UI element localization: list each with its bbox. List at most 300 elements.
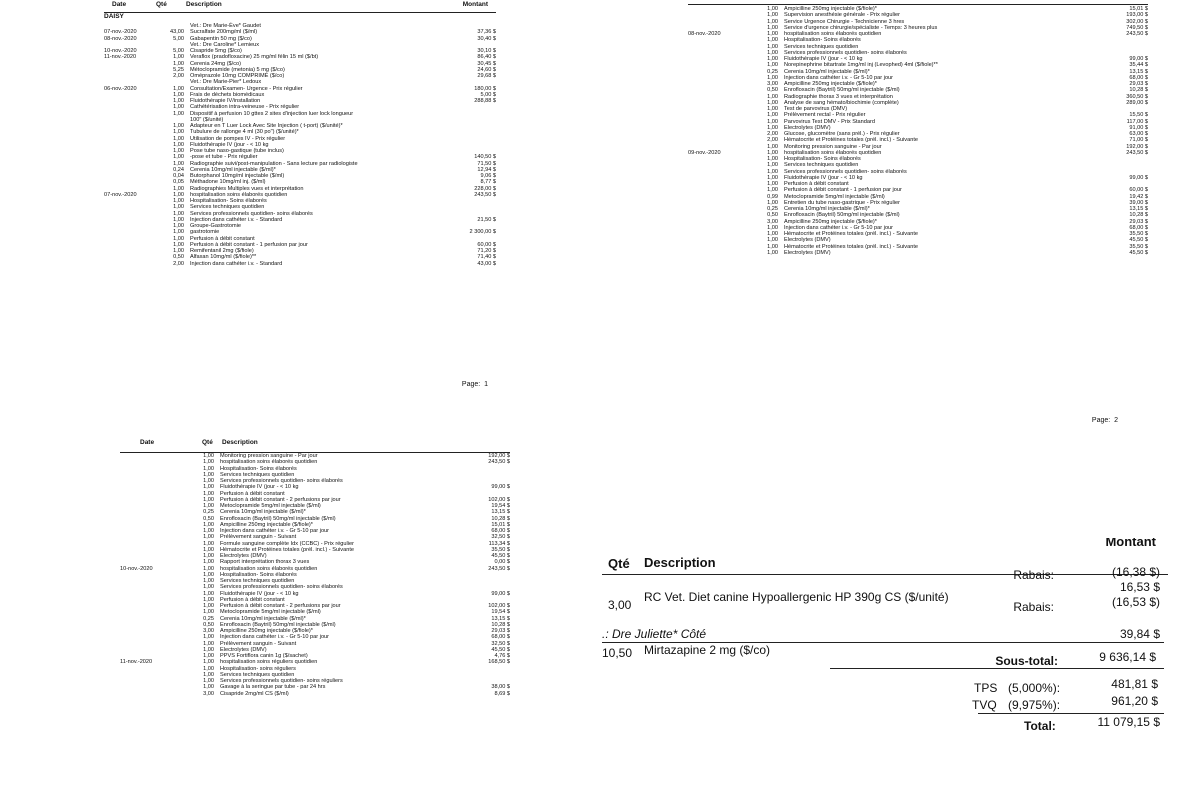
row-description: Services techniques quotidien: [784, 43, 859, 50]
row-qty: 1,00: [203, 665, 214, 672]
row-amount: 302,00 $: [1126, 18, 1148, 25]
row-qty: 1,00: [767, 174, 778, 181]
row-qty: 1,00: [767, 224, 778, 231]
row-qty: 5,00: [173, 35, 184, 42]
row-description: Hospitalisation- Soins élaborés: [784, 156, 861, 162]
invoice-page-2: [688, 0, 1148, 424]
row-description: Hospitalisation- Soins élaborés: [220, 465, 297, 472]
row-description: Services techniques quotidien: [190, 204, 265, 211]
row-description: hospitalisation soins élaborés quotidien: [220, 459, 318, 466]
row-qty: 1,00: [767, 112, 778, 119]
row-amount: 192,00 $: [488, 453, 510, 459]
item-qty: 3,00: [608, 598, 632, 612]
tvq-rate: (9,975%):: [1008, 698, 1061, 712]
row-qty: 1,00: [767, 143, 778, 150]
row-description: Méthadone 10mg/ml inj. ($/ml): [190, 179, 266, 186]
header-amount: Montant: [462, 1, 488, 8]
row-qty: 1,00: [767, 199, 778, 206]
row-qty: 1,00: [767, 249, 778, 256]
row-description: Electrolytes (DMV): [220, 646, 267, 653]
row-qty: 0,25: [767, 206, 778, 212]
row-qty: 1,00: [173, 160, 184, 167]
invoice-page-3: [120, 430, 510, 800]
row-amount: 15,01 $: [1129, 6, 1148, 12]
row-description: Glucose, glucomètre (sans prél.) - Prix régulier: [784, 131, 900, 137]
row-qty: 1,00: [203, 634, 214, 641]
row-qty: 1,00: [203, 646, 214, 653]
row-description: Hématocrite et Protéines totales (prél. incl.) - Suivante: [220, 546, 354, 553]
row-qty: 1,00: [203, 546, 214, 553]
row-description: hospitalisation soins élaborés quotidien: [784, 31, 882, 37]
row-qty: 1,00: [203, 603, 214, 609]
row-amount: 35,50 $: [1129, 243, 1148, 250]
row-description: Cerenia 10mg/ml injectable ($/ml)*: [220, 615, 306, 622]
row-amount: 86,40 $: [477, 54, 496, 61]
row-amount: 30,10 $: [477, 48, 496, 54]
page-number: Page: 1: [461, 380, 488, 388]
row-amount: 35,50 $: [491, 546, 510, 553]
row-amount: 10,28 $: [1129, 212, 1148, 219]
table-row: [120, 691, 510, 697]
page-number: Page: 2: [1091, 416, 1118, 424]
row-description: Groupe-Gastrotomie: [190, 223, 241, 229]
row-amount: 8,77 $: [480, 179, 496, 186]
row-qty: 1,00: [173, 85, 184, 92]
row-amount: 71,00 $: [1129, 137, 1148, 144]
row-description: Perfusion à débit constant: [190, 235, 255, 242]
row-description: Vet.: Dre Caroline* Lemieux: [190, 41, 260, 48]
row-description: Services professionnels quotidien- soins élaborés: [220, 478, 343, 484]
row-amount: 19,54 $: [491, 609, 510, 616]
row-description: Hématocrite et Protéines totales (prél. incl.) - Suivante: [784, 137, 918, 144]
row-amount: 30,45 $: [477, 60, 496, 67]
row-description: Services professionnels quotidien- soins élaborés: [784, 49, 907, 56]
row-amount: 35,50 $: [1129, 231, 1148, 237]
row-description: Services techniques quotidien: [784, 162, 859, 169]
tvq-amount: 961,20 $: [1111, 694, 1158, 708]
invoice-totals: [598, 538, 1168, 738]
row-qty: 1,00: [203, 678, 214, 684]
row-description: Adapteur en T Luer Lock Avec Site Injection ( t-port) ($/unité)*: [190, 123, 343, 129]
row-qty: 1,00: [203, 471, 214, 478]
row-amount: 32,50 $: [491, 534, 510, 541]
row-description: Ampicilline 250mg injectable ($/fiole)*: [220, 521, 313, 528]
row-description: Fluidothérapie IV (jour - < 10 kg: [220, 590, 299, 597]
row-description: hospitalisation soins élaborés quotidien: [784, 149, 882, 156]
tps-amount: 481,81 $: [1111, 677, 1158, 691]
row-amount: 5,00 $: [480, 91, 496, 98]
row-description: Hospitalisation- soins réguliers: [220, 665, 296, 672]
header-date: Date: [140, 439, 155, 446]
row-description: Perfusion à débit constant: [220, 490, 285, 497]
row-description: Perfusion à débit constant - 1 perfusion par jour: [190, 241, 308, 248]
row-qty: 1,00: [203, 540, 214, 547]
row-amount: 243,50 $: [1126, 31, 1148, 37]
row-qty: 1,00: [767, 18, 778, 25]
row-qty: 1,00: [767, 37, 778, 44]
patient-name: DAISY: [104, 13, 124, 20]
row-amount: 9,06 $: [480, 173, 496, 179]
row-qty: 1,00: [173, 104, 184, 111]
row-description: Services professionnels quotidien- soins élaborés: [784, 168, 907, 175]
row-description: Electrolytes (DMV): [784, 249, 831, 256]
total-rule: [978, 713, 1164, 714]
header-qty: Qté: [202, 439, 213, 446]
row-qty: 1,00: [767, 93, 778, 100]
row-qty: 1,00: [767, 49, 778, 56]
row-description: Fluidothérapie IV (jour - < 10 kg: [220, 484, 299, 491]
row-description: Ampicilline 250mg injectable ($/fiole)*: [784, 218, 877, 225]
row-qty: 1,00: [173, 229, 184, 236]
row-description: Test de parvovirus (DMV): [784, 106, 848, 112]
row-qty: 1,00: [203, 534, 214, 541]
row-description: Norepinephrine bitartrate 1mg/ml inj (Levophed) 4ml ($/fiole)**: [784, 62, 938, 69]
row-qty: 1,00: [767, 118, 778, 125]
row-description: Fluidothérapie IV (jour - < 10 kg: [784, 174, 863, 181]
item-description: Mirtazapine 2 mg ($/co): [644, 643, 771, 657]
row-qty: 1,00: [767, 74, 778, 81]
invoice-page-1: [104, 0, 496, 388]
row-amount: 21,50 $: [477, 216, 496, 223]
row-qty: 1,00: [767, 12, 778, 19]
row-qty: 2,00: [173, 73, 184, 79]
row-qty: 0,50: [767, 212, 778, 219]
row-description: Vet.: Dre Marie-Pier* Ledoux: [190, 79, 262, 86]
row-qty: 1,00: [173, 198, 184, 204]
row-amount: 117,00 $: [1126, 118, 1148, 125]
row-qty: 1,00: [203, 596, 214, 603]
row-description: Gavage à la seringue par tube - par 24 hrs: [220, 684, 326, 691]
subtotal-amount: 9 636,14 $: [1099, 650, 1156, 664]
row-amount: 193,00 $: [1126, 12, 1148, 19]
row-description: Gabapentin 50 mg ($/co): [190, 35, 252, 42]
row-description: Hospitalisation- Soins élaborés: [784, 37, 861, 44]
row-qty: 1,00: [173, 141, 184, 148]
row-description: Perfusion à débit constant: [784, 181, 849, 187]
row-qty: 3,00: [767, 81, 778, 87]
row-amount: 289,00 $: [1126, 99, 1148, 106]
discount-amount: (16,38 $): [1111, 565, 1160, 579]
row-amount: 63,00 $: [1129, 131, 1148, 137]
table-row: [104, 261, 496, 267]
row-description: Consultation/Examen- Urgence - Prix régulier: [190, 85, 303, 92]
row-qty: 1,00: [203, 478, 214, 484]
discount-amount: (16,53 $): [1111, 595, 1160, 609]
line-items: [104, 23, 496, 267]
total-amount: 11 079,15 $: [1097, 715, 1160, 729]
row-description: Parvovirus Test DMV - Prix Standard: [784, 118, 875, 125]
row-qty: 3,00: [767, 218, 778, 225]
row-amount: 45,50 $: [1129, 237, 1148, 244]
row-amount: 13,15 $: [491, 509, 510, 516]
subtotal-label: Sous-total:: [995, 654, 1058, 668]
row-description: -pose et tube - Prix régulier: [190, 154, 258, 161]
row-description: hospitalisation soins élaborés quotidien: [190, 191, 288, 198]
row-description: Frais de déchets biomédicaux: [190, 91, 265, 98]
row-description: Fluidothérapie IV (jour - < 10 kg: [784, 56, 863, 62]
row-qty: 1,00: [173, 235, 184, 242]
row-qty: 1,00: [203, 453, 214, 459]
row-qty: 2,00: [767, 131, 778, 137]
row-amount: 38,00 $: [491, 684, 510, 691]
row-qty: 1,00: [173, 91, 184, 98]
row-qty: 1,00: [203, 571, 214, 578]
row-qty: 1,00: [173, 241, 184, 248]
header-amount: Montant: [1105, 538, 1156, 549]
row-description: Metoclopramide 5mg/ml injectable ($/ml): [784, 193, 885, 200]
row-amount: 60,00 $: [1129, 187, 1148, 194]
row-description: Sucralfate 200mg/ml ($/ml): [190, 29, 258, 36]
row-qty: 1,00: [203, 584, 214, 591]
row-date: 06-nov.-2020: [104, 85, 137, 92]
row-amount: 32,50 $: [491, 640, 510, 647]
row-amount: 8,69 $: [494, 690, 510, 697]
row-amount: 288,88 $: [474, 98, 496, 104]
row-amount: 60,00 $: [477, 241, 496, 248]
row-description: Enrofloxacin (Baytril) 50mg/ml injectable ($/ml): [220, 621, 336, 628]
row-description: Services professionnels quotidien- soins élaborés: [190, 210, 313, 217]
row-amount: 12,94 $: [477, 166, 496, 173]
row-description: Services professionnels quotidien- soins élaborés: [220, 584, 343, 591]
row-qty: 0,50: [203, 621, 214, 628]
row-qty: 0,04: [173, 173, 184, 179]
row-description: hospitalisation soins réguliers quotidien: [220, 659, 318, 666]
row-qty: 1,00: [767, 168, 778, 175]
row-qty: 3,00: [203, 690, 214, 697]
row-description: Cerenia 10mg/ml injectable ($/ml)*: [190, 166, 276, 173]
item-amount: 16,53 $: [1119, 580, 1160, 594]
row-description: PPVS Fortiflora canin 1g ($/sachet): [220, 653, 308, 659]
row-description: Hématocrite et Protéines totales (prél. incl.) - Suivante: [784, 231, 918, 237]
row-amount: 35,44 $: [1129, 62, 1148, 69]
row-qty: 2,00: [767, 137, 778, 144]
row-description: Ampicilline 250mg injectable ($/fiole)*: [784, 81, 877, 87]
row-qty: 1,00: [173, 216, 184, 223]
row-amount: 19,42 $: [1129, 193, 1148, 200]
row-description: Injection dans cathéter i.v. - Gr 5-10 par jour: [784, 74, 894, 81]
row-amount: 749,50 $: [1126, 24, 1148, 31]
row-qty: 1,00: [203, 578, 214, 584]
row-description: Métoclopramide (metonia) 5 mg ($/co): [190, 66, 285, 73]
row-description: Formule sanguine complète Idx (CCBC) - Prix régulier: [220, 540, 354, 547]
row-qty: 0,99: [767, 193, 778, 200]
row-description: Enrofloxacin (Baytril) 50mg/ml injectable ($/ml): [220, 515, 336, 522]
row-amount: 71,20 $: [477, 248, 496, 254]
row-qty: 1,00: [767, 156, 778, 162]
header-qty: Qté: [156, 1, 167, 8]
row-qty: 0,24: [173, 166, 184, 173]
row-amount: 4,76 $: [494, 653, 510, 659]
row-amount: 168,50 $: [488, 659, 510, 666]
discount-label: Rabais:: [1013, 568, 1054, 582]
row-description: Cerenia 24mg ($/co): [190, 60, 241, 67]
row-amount: 68,00 $: [1129, 224, 1148, 231]
row-amount: 102,00 $: [488, 603, 510, 609]
row-description: Services techniques quotidien: [220, 578, 295, 584]
row-amount: 99,00 $: [1129, 174, 1148, 181]
row-qty: 1,00: [767, 231, 778, 237]
row-qty: 1,00: [203, 496, 214, 503]
item-qty: 10,50: [602, 646, 633, 660]
row-qty: 1,00: [173, 135, 184, 142]
row-amount: 102,00 $: [488, 496, 510, 503]
row-qty: 1,00: [767, 43, 778, 50]
row-qty: 1,00: [173, 98, 184, 104]
row-amount: 45,50 $: [491, 646, 510, 653]
row-description: Radiographie thorax 3 vues et interprétation: [784, 93, 893, 100]
row-qty: 1,00: [173, 248, 184, 254]
row-description: Ampicilline 250mg injectable ($/fiole)*: [220, 628, 313, 634]
row-description: Services professionnels quotidien- soins réguliers: [220, 678, 343, 684]
row-description: Perfusion à débit constant - 1 perfusion par jour: [784, 187, 902, 194]
row-qty: 1,00: [767, 24, 778, 31]
row-description: Monitoring pression sanguine - Par jour: [784, 143, 882, 150]
row-description: Fluidothérapie IV (jour - < 10 kg: [190, 141, 269, 148]
row-description: Metoclopramide 5mg/ml injectable ($/ml): [220, 503, 321, 509]
tps-label: TPS: [974, 681, 998, 695]
line-items: [688, 6, 1148, 256]
row-qty: 0,25: [203, 615, 214, 622]
row-qty: 1,00: [203, 609, 214, 616]
row-description: Enrofloxacin (Baytril) 50mg/ml injectable ($/ml): [784, 212, 900, 219]
row-description: Ampicilline 250mg injectable ($/fiole)*: [784, 6, 877, 12]
row-amount: 43,00 $: [477, 260, 496, 267]
row-description: Electrolytes (DMV): [784, 237, 831, 244]
row-amount: 68,00 $: [491, 634, 510, 641]
row-qty: 1,00: [203, 528, 214, 534]
row-qty: 1,00: [203, 565, 214, 572]
row-qty: 1,00: [173, 60, 184, 67]
row-amount: 2 300,00 $: [469, 229, 496, 236]
row-qty: 1,00: [173, 154, 184, 161]
row-description: Cathétérisation intra-veineuse - Prix régulier: [190, 104, 300, 111]
row-description: Cisapride 2mg/ml CS ($/ml): [220, 690, 289, 697]
table-row: [688, 250, 1148, 256]
row-qty: 1,00: [203, 590, 214, 597]
row-qty: 3,00: [203, 628, 214, 634]
header-description: Description: [644, 555, 716, 570]
row-description: Monitoring pression sanguine - Par jour: [220, 453, 318, 459]
row-qty: 1,00: [203, 490, 214, 497]
row-date: 09-nov.-2020: [688, 149, 721, 156]
item-description: RC Vet. Diet canine Hypoallergenic HP 390g CS ($/unité): [644, 590, 949, 604]
row-description: Injection dans cathéter i.v. - Gr 5-10 par jour: [220, 634, 330, 641]
row-qty: 0,50: [767, 87, 778, 94]
row-qty: 1,00: [203, 521, 214, 528]
row-description: Fluidothérapie IV/installation: [190, 98, 261, 104]
row-description: Oméprazole 10mg COMPRIMÉ ($/co): [190, 73, 285, 79]
row-description: Alfaxan 10mg/ml ($/fiole)**: [190, 254, 257, 261]
row-amount: 39,00 $: [1129, 199, 1148, 206]
row-amount: 68,00 $: [491, 528, 510, 534]
row-description: Entretien du tube naso-gastrique - Prix régulier: [784, 199, 900, 206]
row-qty: 5,25: [173, 66, 184, 73]
row-amount: 99,00 $: [491, 484, 510, 491]
row-description: Injection dans cathéter i.v. - Standard: [190, 260, 283, 267]
total-label: Total:: [1024, 719, 1056, 733]
veterinarian-line: .: Dre Juliette* Côté: [602, 627, 707, 641]
header-date: Date: [112, 1, 127, 8]
row-date: 11-nov.-2020: [120, 659, 153, 666]
row-description: Tubulure de rallonge 4 ml (30 po") ($/unité)*: [190, 129, 299, 136]
row-description: Pose tube naso-gastique (tube inclus): [190, 148, 284, 154]
row-qty: 1,00: [173, 123, 184, 129]
row-qty: 1,00: [173, 129, 184, 136]
row-qty: 1,00: [173, 191, 184, 198]
row-description: Analyse de sang hémato/biochimie (complète): [784, 99, 899, 106]
row-description: Metoclopramide 5mg/ml injectable ($/ml): [220, 609, 321, 616]
row-date: 07-nov.-2020: [104, 29, 137, 36]
subtotal-rule: [830, 668, 1164, 669]
row-description: Service Urgence Chirurgie - Technicienne 3 hres: [784, 18, 905, 25]
row-qty: 1,00: [203, 503, 214, 509]
row-date: 08-nov.-2020: [688, 31, 721, 37]
row-qty: 1,00: [203, 659, 214, 666]
row-qty: 43,00: [170, 29, 184, 36]
row-qty: 1,00: [767, 106, 778, 112]
item-amount: 39,84 $: [1119, 627, 1160, 641]
row-description: Veraflox (pradofloxacine) 25 mg/ml félin 15 ml ($/bt): [190, 54, 319, 61]
row-qty: 1,00: [767, 243, 778, 250]
row-qty: 1,00: [173, 185, 184, 192]
row-amount: 15,01 $: [491, 521, 510, 528]
row-amount: 243,50 $: [488, 565, 510, 572]
row-qty: 0,50: [203, 515, 214, 522]
row-amount: 71,50 $: [477, 160, 496, 167]
row-qty: 1,00: [203, 640, 214, 647]
row-description: Vet.: Dre Marie-Ève* Gaudet: [190, 23, 261, 29]
row-description: 100" ($/unité): [190, 116, 224, 123]
row-amount: 10,28 $: [491, 621, 510, 628]
row-description: Cerenia 10mg/ml injectable ($/ml)*: [784, 68, 870, 75]
row-qty: 0,25: [767, 68, 778, 75]
row-description: Hématocrite et Protéines totales (prél. incl.) - Suivante: [784, 243, 918, 250]
row-date: 10-nov.-2020: [104, 48, 137, 54]
row-amount: 99,00 $: [1129, 56, 1148, 62]
row-qty: 0,25: [203, 509, 214, 516]
row-qty: 0,50: [173, 254, 184, 261]
row-amount: 360,50 $: [1126, 93, 1148, 100]
row-description: Hospitalisation- Soins élaborés: [190, 198, 267, 204]
row-qty: 1,00: [203, 653, 214, 659]
row-amount: 71,40 $: [477, 254, 496, 261]
row-amount: 243,50 $: [474, 191, 496, 198]
row-amount: 45,50 $: [1129, 249, 1148, 256]
row-amount: 13,15 $: [491, 615, 510, 622]
row-description: Butorphanol 10mg/ml injectable ($/ml): [190, 173, 285, 179]
row-date: 11-nov.-2020: [104, 54, 137, 61]
row-qty: 5,00: [173, 48, 184, 54]
row-description: Electrolytes (DMV): [220, 553, 267, 559]
row-amount: 29,03 $: [1129, 81, 1148, 87]
row-amount: 10,28 $: [491, 515, 510, 522]
row-description: Enrofloxacin (Baytril) 50mg/ml injectable ($/ml): [784, 87, 900, 94]
row-description: Rapport interprétation thorax 3 vues: [220, 559, 310, 566]
row-amount: 10,28 $: [1129, 87, 1148, 94]
row-qty: 1,00: [173, 204, 184, 211]
row-qty: 1,00: [767, 162, 778, 169]
row-amount: 13,15 $: [1129, 68, 1148, 75]
row-description: Supervision anesthésie générale - Prix régulier: [784, 12, 900, 19]
row-description: hospitalisation soins élaborés quotidien: [220, 565, 318, 572]
row-description: Injection dans cathéter i.v. - Gr 5-10 par jour: [220, 528, 330, 534]
row-amount: 243,50 $: [1126, 149, 1148, 156]
row-date: 08-nov.-2020: [104, 35, 137, 42]
row-date: 10-nov.-2020: [120, 565, 153, 572]
line-items: [120, 453, 510, 697]
row-qty: 1,00: [767, 31, 778, 37]
row-amount: 243,50 $: [488, 459, 510, 466]
